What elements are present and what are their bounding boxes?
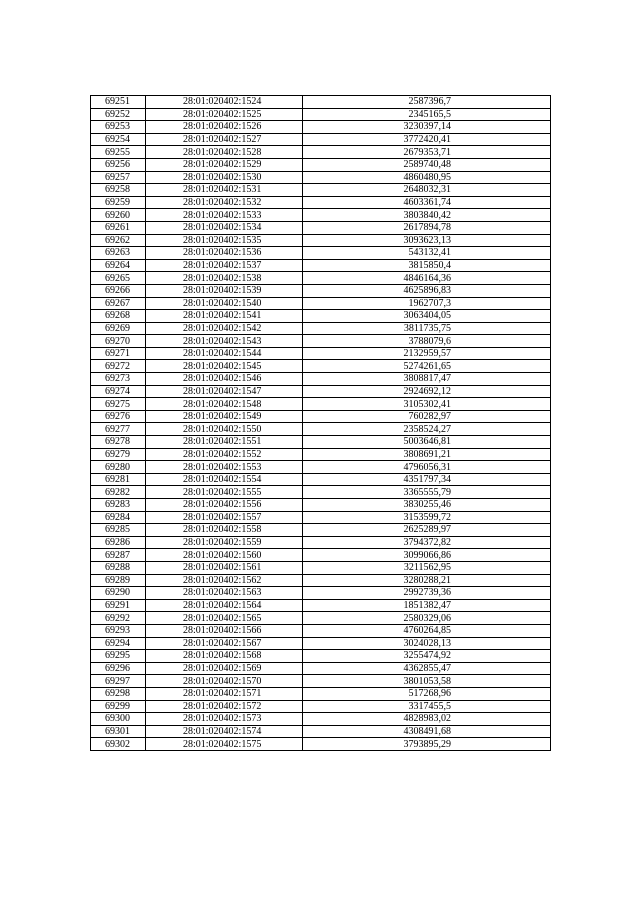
table-row (91, 310, 551, 323)
cadastral-value-cell: 3024028,13 (303, 637, 551, 650)
cadastral-value-cell: 543132,41 (303, 247, 551, 260)
row-number-cell: 69269 (91, 322, 146, 335)
cadastral-value-cell: 3803840,42 (303, 209, 551, 222)
row-number-cell: 69278 (91, 436, 146, 449)
row-number-cell: 69300 (91, 713, 146, 726)
row-number-cell: 69286 (91, 536, 146, 549)
cadastral-value-cell: 4860480,95 (303, 171, 551, 184)
row-number-cell: 69276 (91, 410, 146, 423)
row-number-cell: 69264 (91, 259, 146, 272)
table-row (91, 171, 551, 184)
cadastral-value-cell: 3280288,21 (303, 574, 551, 587)
row-number-cell: 69251 (91, 96, 146, 109)
cadastral-number-cell: 28:01:020402:1546 (146, 373, 303, 386)
row-number-cell: 69277 (91, 423, 146, 436)
cadastral-number-cell: 28:01:020402:1551 (146, 436, 303, 449)
row-number-cell: 69284 (91, 511, 146, 524)
row-number-cell: 69273 (91, 373, 146, 386)
cadastral-value-cell: 3230397,14 (303, 121, 551, 134)
row-number-cell: 69280 (91, 461, 146, 474)
cadastral-number-cell: 28:01:020402:1525 (146, 108, 303, 121)
table-row (91, 373, 551, 386)
table-row (91, 486, 551, 499)
cadastral-value-cell: 3255474,92 (303, 650, 551, 663)
table-row (91, 108, 551, 121)
cadastral-number-cell: 28:01:020402:1568 (146, 650, 303, 663)
cadastral-number-cell: 28:01:020402:1542 (146, 322, 303, 335)
row-number-cell: 69296 (91, 662, 146, 675)
cadastral-number-cell: 28:01:020402:1565 (146, 612, 303, 625)
cadastral-value-cell: 4760264,85 (303, 624, 551, 637)
cadastral-value-cell: 3830255,46 (303, 499, 551, 512)
cadastral-value-cell: 2924692,12 (303, 385, 551, 398)
cadastral-number-cell: 28:01:020402:1571 (146, 687, 303, 700)
table-row (91, 637, 551, 650)
cadastral-number-cell: 28:01:020402:1559 (146, 536, 303, 549)
table-row (91, 675, 551, 688)
table-row (91, 297, 551, 310)
cadastral-number-cell: 28:01:020402:1540 (146, 297, 303, 310)
cadastral-value-cell: 4362855,47 (303, 662, 551, 675)
cadastral-number-cell: 28:01:020402:1572 (146, 700, 303, 713)
table-row (91, 612, 551, 625)
cadastral-number-cell: 28:01:020402:1563 (146, 587, 303, 600)
cadastral-value-cell: 3801053,58 (303, 675, 551, 688)
table-row (91, 461, 551, 474)
cadastral-value-cell: 4308491,68 (303, 725, 551, 738)
cadastral-number-cell: 28:01:020402:1530 (146, 171, 303, 184)
cadastral-value-cell: 3794372,82 (303, 536, 551, 549)
cadastral-value-cell: 4351797,34 (303, 473, 551, 486)
table-row (91, 725, 551, 738)
cadastral-value-cell: 3211562,95 (303, 561, 551, 574)
table-row (91, 448, 551, 461)
cadastral-value-cell: 2358524,27 (303, 423, 551, 436)
cadastral-number-cell: 28:01:020402:1562 (146, 574, 303, 587)
cadastral-value-cell: 2617894,78 (303, 221, 551, 234)
cadastral-value-cell: 517268,96 (303, 687, 551, 700)
row-number-cell: 69266 (91, 284, 146, 297)
cadastral-value-cell: 1962707,3 (303, 297, 551, 310)
cadastral-number-cell: 28:01:020402:1533 (146, 209, 303, 222)
row-number-cell: 69298 (91, 687, 146, 700)
cadastral-value-cell: 4846164,36 (303, 272, 551, 285)
table-row (91, 410, 551, 423)
cadastral-value-cell: 4828983,02 (303, 713, 551, 726)
table-row (91, 221, 551, 234)
table-row (91, 599, 551, 612)
row-number-cell: 69289 (91, 574, 146, 587)
cadastral-number-cell: 28:01:020402:1543 (146, 335, 303, 348)
table-row (91, 385, 551, 398)
table-row (91, 436, 551, 449)
cadastral-number-cell: 28:01:020402:1548 (146, 398, 303, 411)
cadastral-number-cell: 28:01:020402:1529 (146, 158, 303, 171)
table-row (91, 360, 551, 373)
table-row (91, 536, 551, 549)
cadastral-number-cell: 28:01:020402:1527 (146, 133, 303, 146)
table-row (91, 284, 551, 297)
table-row (91, 322, 551, 335)
cadastral-value-cell: 2648032,31 (303, 184, 551, 197)
row-number-cell: 69291 (91, 599, 146, 612)
cadastral-number-cell: 28:01:020402:1544 (146, 347, 303, 360)
table-row (91, 587, 551, 600)
row-number-cell: 69285 (91, 524, 146, 537)
row-number-cell: 69272 (91, 360, 146, 373)
cadastral-number-cell: 28:01:020402:1549 (146, 410, 303, 423)
row-number-cell: 69265 (91, 272, 146, 285)
table-row (91, 158, 551, 171)
cadastral-number-cell: 28:01:020402:1531 (146, 184, 303, 197)
table-row (91, 423, 551, 436)
row-number-cell: 69255 (91, 146, 146, 159)
cadastral-value-table (90, 95, 551, 751)
row-number-cell: 69301 (91, 725, 146, 738)
row-number-cell: 69293 (91, 624, 146, 637)
row-number-cell: 69281 (91, 473, 146, 486)
row-number-cell: 69254 (91, 133, 146, 146)
cadastral-value-cell: 5003646,81 (303, 436, 551, 449)
cadastral-number-cell: 28:01:020402:1539 (146, 284, 303, 297)
row-number-cell: 69267 (91, 297, 146, 310)
row-number-cell: 69259 (91, 196, 146, 209)
table-row (91, 624, 551, 637)
row-number-cell: 69270 (91, 335, 146, 348)
cadastral-value-cell: 2587396,7 (303, 96, 551, 109)
cadastral-value-cell: 3317455,5 (303, 700, 551, 713)
cadastral-value-cell: 3063404,05 (303, 310, 551, 323)
table-row (91, 561, 551, 574)
cadastral-value-cell: 4603361,74 (303, 196, 551, 209)
cadastral-value-cell: 3815850,4 (303, 259, 551, 272)
cadastral-number-cell: 28:01:020402:1552 (146, 448, 303, 461)
row-number-cell: 69260 (91, 209, 146, 222)
cadastral-value-cell: 5274261,65 (303, 360, 551, 373)
cadastral-number-cell: 28:01:020402:1557 (146, 511, 303, 524)
table-row (91, 524, 551, 537)
table-row (91, 473, 551, 486)
cadastral-number-cell: 28:01:020402:1538 (146, 272, 303, 285)
table-row (91, 234, 551, 247)
row-number-cell: 69299 (91, 700, 146, 713)
cadastral-value-cell: 3099066,86 (303, 549, 551, 562)
row-number-cell: 69295 (91, 650, 146, 663)
row-number-cell: 69252 (91, 108, 146, 121)
table-row (91, 209, 551, 222)
cadastral-number-cell: 28:01:020402:1558 (146, 524, 303, 537)
table-row (91, 398, 551, 411)
table-row (91, 247, 551, 260)
cadastral-value-cell: 760282,97 (303, 410, 551, 423)
table-row (91, 574, 551, 587)
table-row (91, 499, 551, 512)
cadastral-number-cell: 28:01:020402:1575 (146, 738, 303, 751)
cadastral-value-cell: 2625289,97 (303, 524, 551, 537)
cadastral-number-cell: 28:01:020402:1570 (146, 675, 303, 688)
cadastral-value-cell: 3153599,72 (303, 511, 551, 524)
cadastral-number-cell: 28:01:020402:1536 (146, 247, 303, 260)
cadastral-number-cell: 28:01:020402:1535 (146, 234, 303, 247)
table-row (91, 549, 551, 562)
cadastral-number-cell: 28:01:020402:1556 (146, 499, 303, 512)
table-row (91, 738, 551, 751)
table-row (91, 650, 551, 663)
cadastral-number-cell: 28:01:020402:1547 (146, 385, 303, 398)
table-row (91, 687, 551, 700)
cadastral-number-cell: 28:01:020402:1567 (146, 637, 303, 650)
cadastral-value-cell: 2992739,36 (303, 587, 551, 600)
cadastral-value-cell: 3105302,41 (303, 398, 551, 411)
cadastral-value-cell: 3365555,79 (303, 486, 551, 499)
table-row (91, 121, 551, 134)
cadastral-value-cell: 3808817,47 (303, 373, 551, 386)
row-number-cell: 69256 (91, 158, 146, 171)
row-number-cell: 69263 (91, 247, 146, 260)
cadastral-value-cell: 3808691,21 (303, 448, 551, 461)
cadastral-value-cell: 4796056,31 (303, 461, 551, 474)
row-number-cell: 69297 (91, 675, 146, 688)
table-body (91, 96, 551, 751)
table-row (91, 196, 551, 209)
row-number-cell: 69290 (91, 587, 146, 600)
cadastral-number-cell: 28:01:020402:1560 (146, 549, 303, 562)
table-row (91, 700, 551, 713)
cadastral-value-cell: 3793895,29 (303, 738, 551, 751)
row-number-cell: 69282 (91, 486, 146, 499)
row-number-cell: 69288 (91, 561, 146, 574)
row-number-cell: 69292 (91, 612, 146, 625)
row-number-cell: 69283 (91, 499, 146, 512)
table-row (91, 259, 551, 272)
cadastral-value-cell: 1851382,47 (303, 599, 551, 612)
row-number-cell: 69262 (91, 234, 146, 247)
cadastral-value-cell: 2345165,5 (303, 108, 551, 121)
cadastral-value-cell: 3772420,41 (303, 133, 551, 146)
cadastral-value-cell: 3811735,75 (303, 322, 551, 335)
table-row (91, 662, 551, 675)
cadastral-number-cell: 28:01:020402:1574 (146, 725, 303, 738)
row-number-cell: 69275 (91, 398, 146, 411)
cadastral-number-cell: 28:01:020402:1553 (146, 461, 303, 474)
cadastral-number-cell: 28:01:020402:1561 (146, 561, 303, 574)
cadastral-number-cell: 28:01:020402:1528 (146, 146, 303, 159)
row-number-cell: 69274 (91, 385, 146, 398)
cadastral-number-cell: 28:01:020402:1524 (146, 96, 303, 109)
cadastral-value-cell: 2132959,57 (303, 347, 551, 360)
table-row (91, 184, 551, 197)
table-row (91, 272, 551, 285)
table-row (91, 335, 551, 348)
cadastral-number-cell: 28:01:020402:1550 (146, 423, 303, 436)
cadastral-value-cell: 4625896,83 (303, 284, 551, 297)
table-row (91, 511, 551, 524)
cadastral-number-cell: 28:01:020402:1564 (146, 599, 303, 612)
cadastral-number-cell: 28:01:020402:1555 (146, 486, 303, 499)
row-number-cell: 69294 (91, 637, 146, 650)
row-number-cell: 69257 (91, 171, 146, 184)
cadastral-number-cell: 28:01:020402:1569 (146, 662, 303, 675)
cadastral-number-cell: 28:01:020402:1526 (146, 121, 303, 134)
row-number-cell: 69268 (91, 310, 146, 323)
table-row (91, 133, 551, 146)
row-number-cell: 69287 (91, 549, 146, 562)
table-row (91, 713, 551, 726)
row-number-cell: 69271 (91, 347, 146, 360)
row-number-cell: 69261 (91, 221, 146, 234)
row-number-cell: 69258 (91, 184, 146, 197)
table-row (91, 146, 551, 159)
cadastral-number-cell: 28:01:020402:1534 (146, 221, 303, 234)
cadastral-value-cell: 3093623,13 (303, 234, 551, 247)
row-number-cell: 69279 (91, 448, 146, 461)
cadastral-value-cell: 2589740,48 (303, 158, 551, 171)
cadastral-number-cell: 28:01:020402:1537 (146, 259, 303, 272)
cadastral-number-cell: 28:01:020402:1573 (146, 713, 303, 726)
cadastral-value-cell: 2679353,71 (303, 146, 551, 159)
cadastral-number-cell: 28:01:020402:1566 (146, 624, 303, 637)
cadastral-number-cell: 28:01:020402:1541 (146, 310, 303, 323)
table-row (91, 96, 551, 109)
cadastral-number-cell: 28:01:020402:1545 (146, 360, 303, 373)
table-row (91, 347, 551, 360)
cadastral-number-cell: 28:01:020402:1532 (146, 196, 303, 209)
row-number-cell: 69302 (91, 738, 146, 751)
row-number-cell: 69253 (91, 121, 146, 134)
cadastral-value-cell: 2580329,06 (303, 612, 551, 625)
cadastral-number-cell: 28:01:020402:1554 (146, 473, 303, 486)
cadastral-value-cell: 3788079,6 (303, 335, 551, 348)
